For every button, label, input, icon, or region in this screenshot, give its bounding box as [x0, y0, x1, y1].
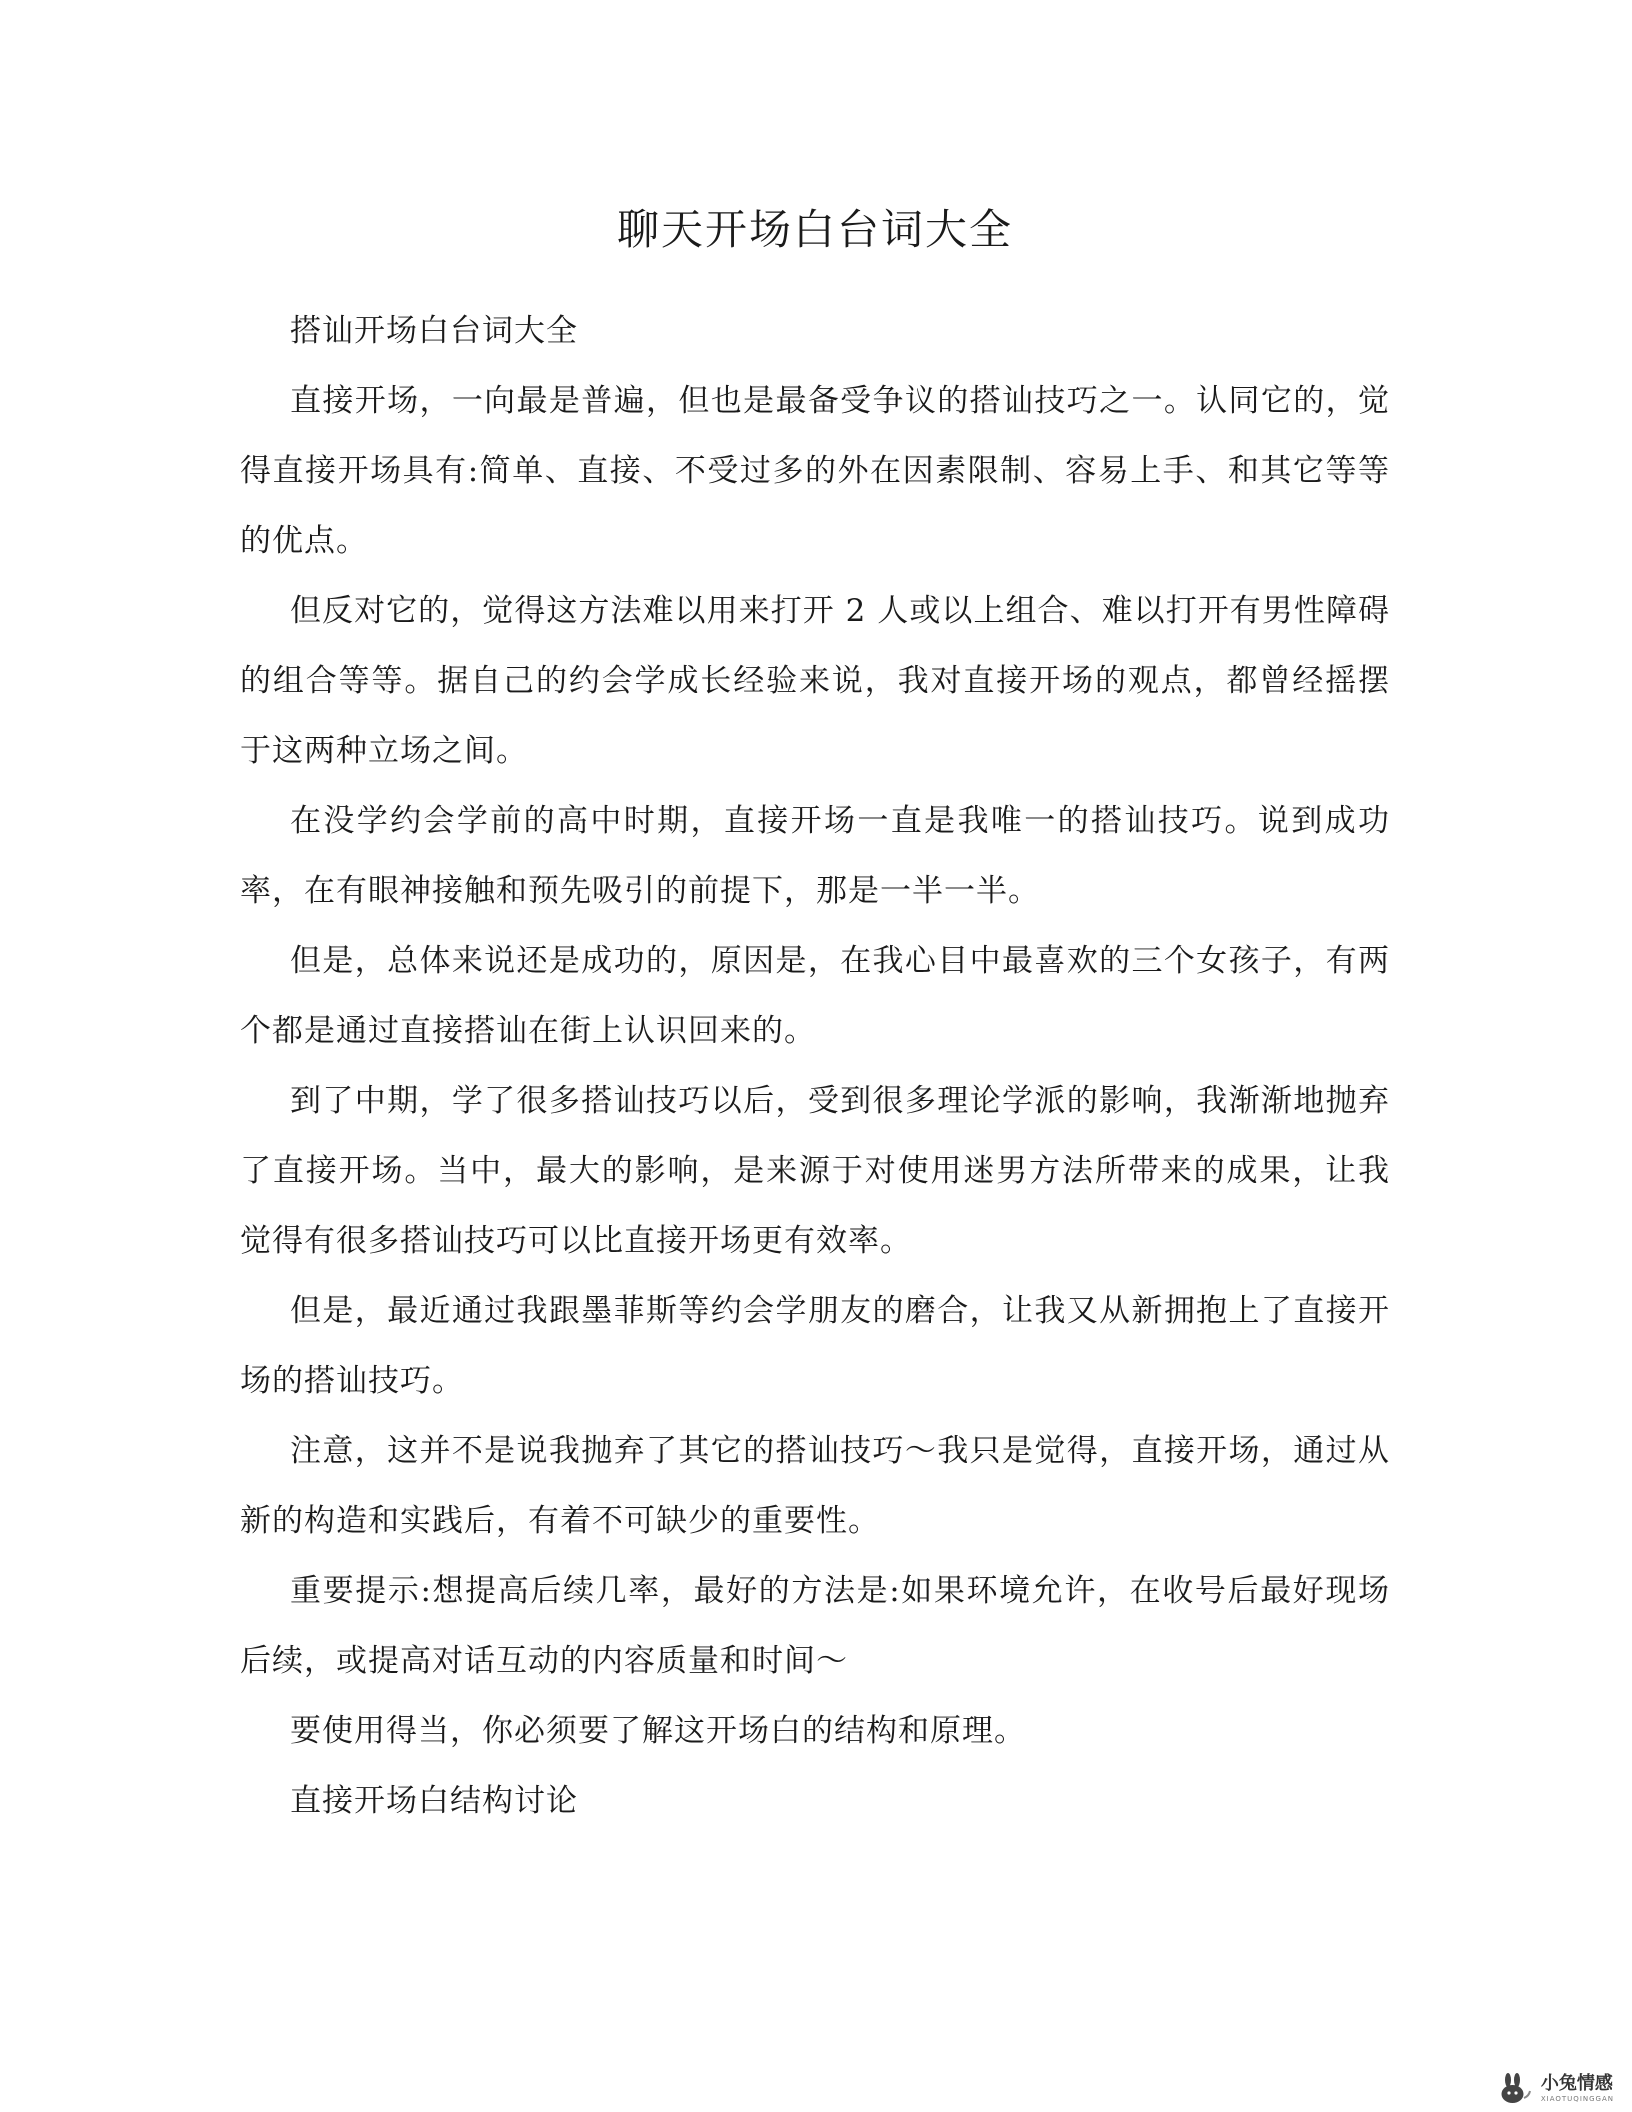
watermark: [1495, 2072, 1614, 2106]
paragraph-3: 但反对它的，觉得这方法难以用来打开 2 人或以上组合、难以打开有男性障碍的组合等等。据自己的约会学成长经验来说，我对直接开场的观点，都曾经摇摆于这两种立场之间。: [240, 593, 1390, 769]
watermark-name: 小兔情感: [1540, 2073, 1613, 2094]
watermark-subtitle: XIAOTUQINGGAN: [1540, 2095, 1614, 2103]
document-page: [240, 200, 1390, 1836]
paragraph-10: 要使用得当，你必须要了解这开场白的结构和原理。: [290, 1713, 1026, 1749]
paragraph-4: 在没学约会学前的高中时期，直接开场一直是我唯一的搭讪技巧。说到成功率，在有眼神接触和预先吸引的前提下，那是一半一半。: [240, 803, 1390, 909]
paragraph-9: 重要提示:想提高后续几率，最好的方法是:如果环境允许，在收号后最好现场后续，或提高对话互动的内容质量和时间～: [240, 1573, 1390, 1679]
paragraph-6: 到了中期，学了很多搭讪技巧以后，受到很多理论学派的影响，我渐渐地抛弃了直接开场。当中，最大的影响，是来源于对使用迷男方法所带来的成果，让我觉得有很多搭讪技巧可以比直接开场更有效率。: [240, 1083, 1390, 1259]
paragraph-5: 但是，总体来说还是成功的，原因是，在我心目中最喜欢的三个女孩子，有两个都是通过直接搭讪在街上认识回来的。: [240, 943, 1390, 1049]
paragraph-8: 注意，这并不是说我抛弃了其它的搭讪技巧～我只是觉得，直接开场，通过从新的构造和实践后，有着不可缺少的重要性。: [240, 1433, 1390, 1539]
paragraph-11: 直接开场白结构讨论: [290, 1783, 578, 1819]
paragraph-2: 直接开场，一向最是普遍，但也是最备受争议的搭讪技巧之一。认同它的，觉得直接开场具有:简单、直接、不受过多的外在因素限制、容易上手、和其它等等的优点。: [240, 383, 1390, 559]
rabbit-logo-icon: [1495, 2072, 1533, 2106]
paragraph-1: 搭讪开场白台词大全: [290, 313, 578, 349]
paragraph-7: 但是，最近通过我跟墨菲斯等约会学朋友的磨合，让我又从新拥抱上了直接开场的搭讪技巧。: [240, 1293, 1390, 1399]
document-title: 聊天开场白台词大全: [616, 205, 1013, 254]
